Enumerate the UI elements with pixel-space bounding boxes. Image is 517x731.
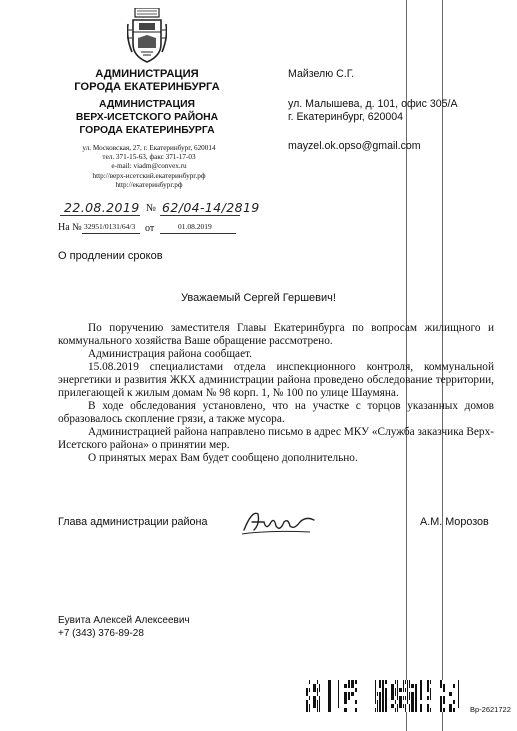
body-paragraph: Администрация района сообщает.	[88, 348, 252, 360]
document-id: Вр-2621722	[470, 705, 511, 714]
executor-info	[58, 614, 190, 640]
document-barcode	[306, 680, 460, 712]
contact-address: ул. Московская, 27, г. Екатеринбург, 620014	[82, 144, 216, 152]
contact-email: e-mail: viadm@convex.ru	[111, 162, 187, 171]
contact-website: http://екатеринбург.рф	[115, 180, 183, 189]
body-paragraph: В ходе обследования установлено, что на участке с торцов указанных домов образовалось скопление грязи, а также мусора.	[58, 400, 494, 425]
department-name: АДМИНИСТРАЦИЯ ВЕРХ-ИСЕТСКОГО РАЙОНА ГОРОДА ЕКАТЕРИНБУРГА	[75, 99, 219, 136]
signatory-name: А.М. Морозов	[420, 516, 489, 528]
executor-name: Еувита Алексей Алексеевич	[58, 615, 190, 626]
reference-date: 01.08.2019	[178, 222, 212, 231]
letter-greeting: Уважаемый Сергей Гершевич!	[181, 292, 336, 304]
contact-website: http://верх-исетский.екатеринбург.рф	[92, 171, 206, 180]
ref-date-underline	[160, 233, 236, 234]
letter-body	[58, 322, 494, 465]
outgoing-date: 22.08.2019	[64, 200, 140, 215]
signatory-position: Глава администрации района	[58, 516, 208, 528]
body-paragraph: 15.08.2019 специалистами отдела инспекционного контроля, коммунальной энергетики и развития ЖКХ администрации района проведено обследование территории, прилегающей к жилым домам № 98 корп. 1, № 100 по улице Шаумяна.	[58, 361, 494, 399]
executor-phone: +7 (343) 376-89-28	[58, 628, 144, 639]
outgoing-number: 62/04-14/2819	[162, 200, 260, 215]
reference-from-label: от	[145, 223, 155, 234]
reference-number: 32951/0131/64/3	[84, 222, 136, 231]
date-underline	[60, 215, 140, 216]
recipient-city: г. Екатеринбург, 620004	[288, 111, 404, 123]
reference-label: На №	[58, 222, 82, 233]
body-paragraph: О принятых мерах Вам будет сообщено дополнительно.	[88, 452, 358, 464]
body-paragraph: По поручению заместителя Главы Екатеринбурга по вопросам жилищного и коммунального хозяйства Ваше обращение рассмотрено.	[58, 322, 494, 347]
body-paragraph: Администрацией района направлено письмо в адрес МКУ «Служба заказчика Верх-Исетского района» о принятии мер.	[58, 426, 494, 451]
organization-name: АДМИНИСТРАЦИЯ ГОРОДА ЕКАТЕРИНБУРГА	[74, 68, 220, 93]
contact-info	[60, 144, 238, 190]
recipient-address: ул. Малышева, д. 101, офис 305/А	[288, 98, 458, 110]
coat-of-arms-emblem	[127, 8, 167, 64]
number-label: №	[146, 203, 157, 214]
letter-subject: О продлении сроков	[58, 250, 163, 262]
contact-phone: тел. 371-15-63, факс 371-17-03	[102, 153, 196, 162]
handwritten-signature	[240, 504, 320, 538]
number-underline	[160, 215, 240, 216]
ref-number-underline	[82, 233, 140, 234]
recipient-email: mayzel.ok.opso@gmail.com	[288, 140, 421, 152]
recipient-name: Майзелю С.Г.	[288, 68, 355, 80]
